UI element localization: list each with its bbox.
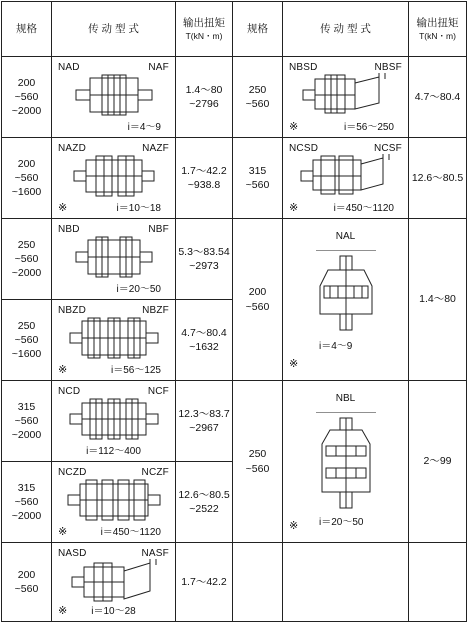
- header-torque-unit-2: T(kN・m): [419, 30, 456, 41]
- torque-cell-r: 12.6～80.5: [409, 138, 467, 219]
- torque-cell: 12.3～83.7 ~2967: [176, 381, 233, 462]
- ratio-text: i＝10～18: [116, 202, 161, 214]
- ratio-text: i＝20～50: [116, 283, 161, 295]
- type-label-left: NCSD: [289, 143, 319, 154]
- star-mark: ※: [58, 605, 68, 618]
- header-torque-2: [409, 2, 467, 57]
- reducer-diagram-icon: [299, 154, 393, 198]
- type-label-left: NAD: [58, 62, 80, 73]
- spec-cell: 200 ~560 ~2000: [2, 57, 52, 138]
- type-label-left: NCZD: [58, 467, 87, 478]
- star-mark: ※: [289, 121, 299, 134]
- reducer-diagram-icon: [68, 397, 160, 441]
- star-mark: ※: [289, 357, 299, 370]
- empty-cell: [233, 543, 283, 622]
- star-mark: ※: [58, 526, 68, 539]
- type-label-right: NCF: [147, 386, 169, 397]
- reducer-diagram-icon: [70, 559, 158, 605]
- torque-cell-r: 2～99: [409, 381, 467, 543]
- header-form: 传 动 型 式: [52, 2, 176, 57]
- torque-cell: 12.6～80.5 ~2522: [176, 462, 233, 543]
- form-cell-r: [283, 138, 409, 219]
- form-cell: [52, 462, 176, 543]
- header-spec-2: 规格: [233, 2, 283, 57]
- reducer-diagram-icon: [301, 73, 391, 117]
- form-cell-r: [283, 219, 409, 381]
- torque-cell-r: 4.7～80.4: [409, 57, 467, 138]
- spec-cell: 200 ~560 ~1600: [2, 138, 52, 219]
- spec-cell-r: 250 ~560: [233, 381, 283, 543]
- reducer-diagram-icon: [68, 316, 160, 360]
- ratio-text: i＝450～1120: [100, 526, 161, 538]
- type-label-right: NAF: [148, 62, 169, 73]
- table-row: [2, 543, 467, 622]
- type-label-right: NASF: [141, 548, 169, 559]
- ratio-text: i＝4～9: [127, 121, 161, 133]
- vertical-reducer-diagram-icon: [283, 250, 409, 340]
- header-row: [2, 2, 467, 57]
- vertical-reducer-diagram-icon: [283, 412, 409, 514]
- torque-cell: 1.4～80 ~2796: [176, 57, 233, 138]
- form-cell-r: [283, 57, 409, 138]
- type-label-left: NBD: [58, 224, 80, 235]
- spec-cell: 200 ~560: [2, 543, 52, 622]
- type-label-right: NBSF: [374, 62, 402, 73]
- ratio-text: i＝112～400: [86, 445, 141, 457]
- spec-table: [1, 1, 467, 622]
- ratio-text: i＝56～125: [110, 364, 161, 376]
- torque-cell-r: 1.4～80: [409, 219, 467, 381]
- header-torque-label-2: 输出扭矩: [416, 16, 459, 29]
- type-label-right: NBF: [148, 224, 169, 235]
- star-mark: ※: [289, 519, 299, 532]
- star-mark: ※: [58, 202, 68, 215]
- star-mark: ※: [289, 202, 299, 215]
- form-cell: [52, 543, 176, 622]
- header-torque-label: 输出扭矩: [183, 16, 225, 29]
- form-cell: [52, 381, 176, 462]
- ratio-text: i＝450～1120: [333, 202, 394, 214]
- vertical-type-title: NBL: [335, 392, 356, 404]
- type-label-left: NASD: [58, 548, 87, 559]
- ratio-text: i＝4～9: [319, 341, 353, 352]
- table-row: [2, 57, 467, 138]
- type-label-right: NAZF: [142, 143, 169, 154]
- type-label-left: NAZD: [58, 143, 87, 154]
- empty-cell: [283, 543, 409, 622]
- form-cell: [52, 57, 176, 138]
- form-cell: [52, 138, 176, 219]
- spec-cell-r: 250 ~560: [233, 57, 283, 138]
- reducer-diagram-icon: [74, 73, 154, 117]
- torque-cell: 1.7～42.2: [176, 543, 233, 622]
- form-cell: [52, 300, 176, 381]
- spec-cell-r: 200 ~560: [233, 219, 283, 381]
- torque-cell: 5.3～83.54 ~2973: [176, 219, 233, 300]
- table-row: [2, 219, 467, 300]
- torque-cell: 1.7～42.2 ~938.8: [176, 138, 233, 219]
- form-cell-r: [283, 381, 409, 543]
- type-label-right: NCSF: [373, 143, 402, 154]
- header-spec: 规格: [2, 2, 52, 57]
- torque-cell: 4.7～80.4 ~1632: [176, 300, 233, 381]
- reducer-diagram-icon: [74, 235, 154, 279]
- ratio-text: i＝56～250: [343, 121, 394, 133]
- ratio-text: i＝10～28: [91, 605, 136, 617]
- type-label-right: NCZF: [141, 467, 169, 478]
- reducer-diagram-icon: [72, 154, 156, 198]
- table-row: [2, 138, 467, 219]
- vertical-type-title: NAL: [335, 230, 356, 242]
- empty-cell: [409, 543, 467, 622]
- spec-cell: 315 ~560 ~2000: [2, 462, 52, 543]
- type-label-right: NBZF: [142, 305, 169, 316]
- reducer-diagram-icon: [66, 478, 162, 522]
- form-cell: [52, 219, 176, 300]
- header-torque: [176, 2, 233, 57]
- header-torque-unit: T(kN・m): [185, 30, 223, 41]
- star-mark: ※: [58, 364, 68, 377]
- table-row: [2, 381, 467, 462]
- spec-cell-r: 315 ~560: [233, 138, 283, 219]
- type-label-left: NCD: [58, 386, 81, 397]
- spec-cell: 315 ~560 ~2000: [2, 381, 52, 462]
- spec-cell: 250 ~560 ~2000: [2, 219, 52, 300]
- header-form-2: 传 动 型 式: [283, 2, 409, 57]
- spec-cell: 250 ~560 ~1600: [2, 300, 52, 381]
- type-label-left: NBZD: [58, 305, 87, 316]
- ratio-text: i＝20～50: [319, 517, 364, 528]
- type-label-left: NBSD: [289, 62, 318, 73]
